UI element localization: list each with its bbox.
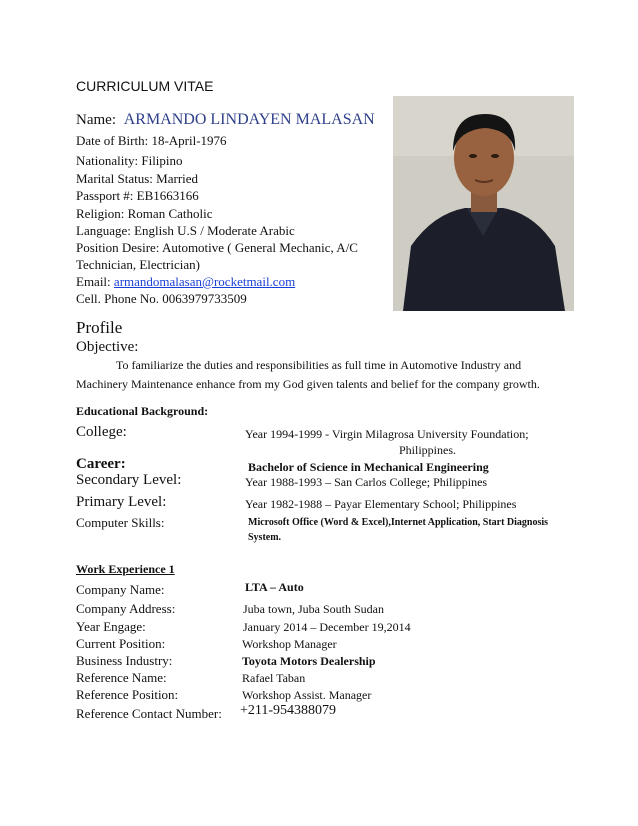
objective-text-line2: Machinery Maintenance enhance from my God given talents and belief for the company growth.	[76, 377, 540, 391]
profile-photo-icon	[393, 96, 574, 311]
document-title: CURRICULUM VITAE	[76, 78, 214, 94]
secondary-value: Year 1988-1993 – San Carlos College; Philippines	[245, 475, 488, 489]
company-address-value: Juba town, Juba South Sudan	[243, 602, 384, 616]
objective-label: Objective:	[76, 339, 139, 355]
business-industry-label: Business Industry:	[76, 653, 173, 668]
company-name-text: LTA – Auto	[245, 580, 304, 594]
secondary-label: Secondary Level:	[76, 472, 182, 488]
email-label: Email:	[76, 274, 111, 289]
full-name: ARMANDO LINDAYEN MALASAN	[123, 111, 375, 128]
email-link[interactable]: armandomalasan@rocketmail.com	[113, 274, 296, 289]
year-engage-label: Year Engage:	[76, 619, 146, 634]
reference-name-label: Reference Name:	[76, 670, 167, 685]
position-desire-cont: Technician, Electrician)	[76, 257, 200, 272]
current-position-label: Current Position:	[76, 636, 166, 651]
work-experience-heading: Work Experience 1	[76, 562, 175, 576]
career-value: Bachelor of Science in Mechanical Engineering	[248, 460, 489, 474]
current-position-value: Workshop Manager	[242, 637, 337, 651]
year-engage-value: January 2014 – December 19,2014	[243, 620, 411, 634]
computer-skills-value-cont: System.	[248, 532, 282, 543]
education-heading: Educational Background:	[76, 404, 209, 418]
business-industry-value: Toyota Motors Dealership	[242, 654, 376, 668]
profile-photo	[393, 96, 574, 311]
college-value-cont: Philippines.	[399, 443, 457, 457]
language: Language: English U.S / Moderate Arabic	[76, 223, 295, 238]
date-of-birth: Date of Birth: 18-April-1976	[76, 133, 227, 148]
profile-heading: Profile	[76, 318, 123, 337]
name-label: Name:	[76, 112, 116, 128]
reference-contact-value: +211-954388079	[240, 703, 337, 718]
name-row	[76, 111, 375, 129]
college-label: College:	[76, 424, 127, 440]
company-name-label: Company Name:	[76, 582, 165, 597]
reference-contact-label: Reference Contact Number:	[76, 706, 222, 721]
computer-skills-label: Computer Skills:	[76, 515, 165, 530]
primary-label: Primary Level:	[76, 494, 167, 510]
religion: Religion: Roman Catholic	[76, 206, 213, 221]
company-name-value	[245, 580, 304, 595]
company-address-label: Company Address:	[76, 601, 176, 616]
phone: Cell. Phone No. 0063979733509	[76, 291, 247, 306]
email-row	[76, 274, 295, 290]
reference-position-value: Workshop Assist. Manager	[242, 688, 372, 702]
computer-skills-value: Microsoft Office (Word & Excel),Internet Application, Start Diagnosis	[248, 517, 549, 528]
primary-value: Year 1982-1988 – Payar Elementary School; Philippines	[245, 497, 517, 511]
position-desire: Position Desire: Automotive ( General Mechanic, A/C	[76, 240, 358, 255]
nationality: Nationality: Filipino	[76, 153, 183, 168]
objective-text-line1: To familiarize the duties and responsibilities as full time in Automotive Industry and	[116, 358, 522, 372]
passport: Passport #: EB1663166	[76, 188, 199, 203]
reference-name-value: Rafael Taban	[242, 671, 306, 685]
college-value: Year 1994-1999 - Virgin Milagrosa University Foundation;	[245, 427, 529, 441]
marital-status: Marital Status: Married	[76, 171, 199, 186]
reference-position-label: Reference Position:	[76, 687, 179, 702]
career-label: Career:	[76, 456, 126, 472]
